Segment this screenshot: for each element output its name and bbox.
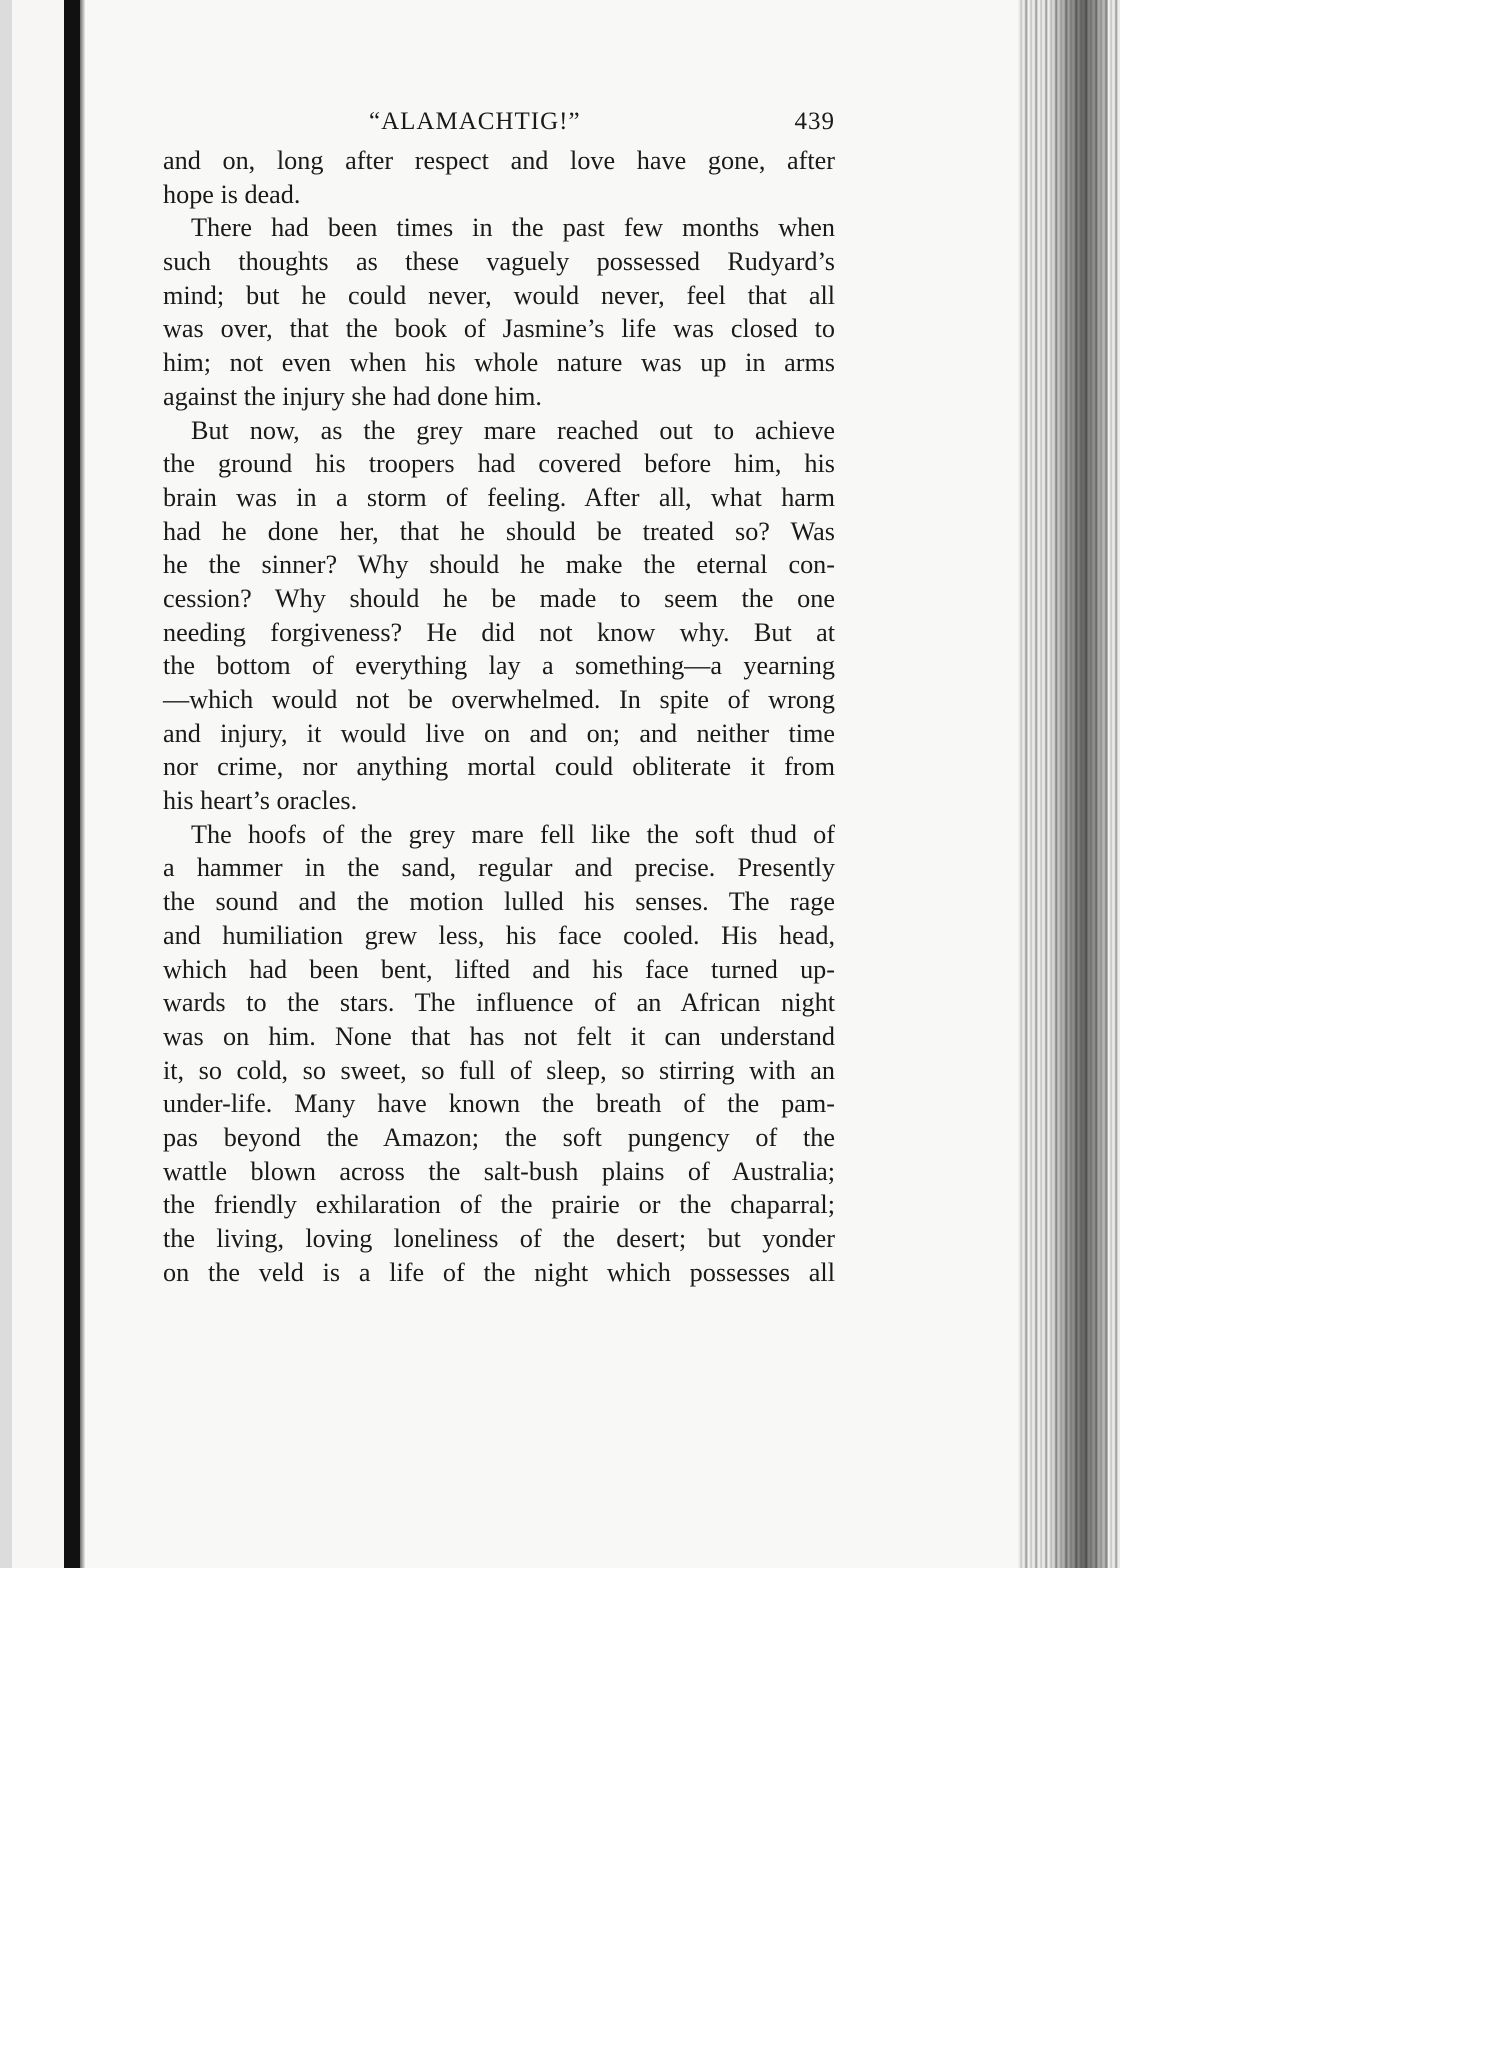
running-head bbox=[163, 104, 835, 144]
scan-margin bbox=[1120, 0, 1130, 1568]
text-line: against the injury she had done him. bbox=[163, 381, 542, 411]
running-head-title: “ALAMACHTIG!” bbox=[369, 108, 581, 135]
page-number: 439 bbox=[794, 108, 835, 135]
text-line: the friendly exhilaration of the prairie or the chaparral; bbox=[163, 1190, 835, 1220]
text-line: There had been times in the past few months when bbox=[191, 213, 835, 243]
text-line: and humiliation grew less, his face cooled. His head, bbox=[163, 920, 835, 950]
text-line: he the sinner? Why should he make the eternal con- bbox=[163, 550, 835, 580]
text-line: such thoughts as these vaguely possessed Rudyard’s bbox=[163, 247, 835, 277]
text-line: mind; but he could never, would never, feel that all bbox=[163, 280, 835, 310]
text-line: a hammer in the sand, regular and precise. Presently bbox=[163, 853, 835, 883]
text-line: on the veld is a life of the night which possesses all bbox=[163, 1257, 835, 1287]
text-line: and on, long after respect and love have gone, after bbox=[163, 146, 835, 175]
text-line: wattle blown across the salt-bush plains of Australia; bbox=[163, 1156, 835, 1186]
text-line: was over, that the book of Jasmine’s life was closed to bbox=[163, 314, 835, 344]
text-line: and injury, it would live on and on; and neither time bbox=[163, 718, 835, 748]
text-line: him; not even when his whole nature was up in arms bbox=[163, 348, 835, 378]
text-line: which had been bent, lifted and his face turned up- bbox=[163, 954, 835, 984]
text-line: cession? Why should he be made to seem the one bbox=[163, 583, 835, 613]
text-line: had he done her, that he should be treated so? Was bbox=[163, 516, 835, 546]
text-line: —which would not be overwhelmed. In spite of wrong bbox=[163, 685, 835, 714]
paragraph-continued bbox=[163, 144, 835, 211]
paragraph bbox=[163, 414, 835, 818]
text-line: the sound and the motion lulled his senses. The rage bbox=[163, 887, 835, 917]
paragraph bbox=[163, 211, 835, 413]
text-line: it, so cold, so sweet, so full of sleep, so stirring with an bbox=[163, 1055, 835, 1085]
text-line: pas beyond the Amazon; the soft pungency of the bbox=[163, 1122, 835, 1152]
text-line: was on him. None that has not felt it can understand bbox=[163, 1021, 835, 1051]
text-line: under-life. Many have known the breath of the pam- bbox=[163, 1089, 835, 1119]
text-line: his heart’s oracles. bbox=[163, 786, 358, 816]
text-line: needing forgiveness? He did not know why. But at bbox=[163, 617, 835, 647]
fore-edge-shadow bbox=[1048, 0, 1108, 1568]
text-line: The hoofs of the grey mare fell like the soft thud of bbox=[191, 819, 835, 849]
text-line: But now, as the grey mare reached out to achieve bbox=[191, 415, 835, 445]
text-line: hope is dead. bbox=[163, 179, 301, 209]
text-line: nor crime, nor anything mortal could obliterate it from bbox=[163, 752, 835, 782]
text-line: wards to the stars. The influence of an African night bbox=[163, 988, 835, 1018]
page-text-block bbox=[163, 104, 835, 1289]
text-line: the ground his troopers had covered before him, his bbox=[163, 449, 835, 479]
text-line: the bottom of everything lay a something—a yearning bbox=[163, 651, 835, 681]
text-line: the living, loving loneliness of the desert; but yonder bbox=[163, 1224, 835, 1253]
text-line: brain was in a storm of feeling. After all, what harm bbox=[163, 482, 835, 512]
facing-page-edge bbox=[0, 0, 12, 1568]
paragraph bbox=[163, 818, 835, 1290]
book-spine-shadow bbox=[64, 0, 80, 1568]
page-fore-edge bbox=[1018, 0, 1130, 1568]
